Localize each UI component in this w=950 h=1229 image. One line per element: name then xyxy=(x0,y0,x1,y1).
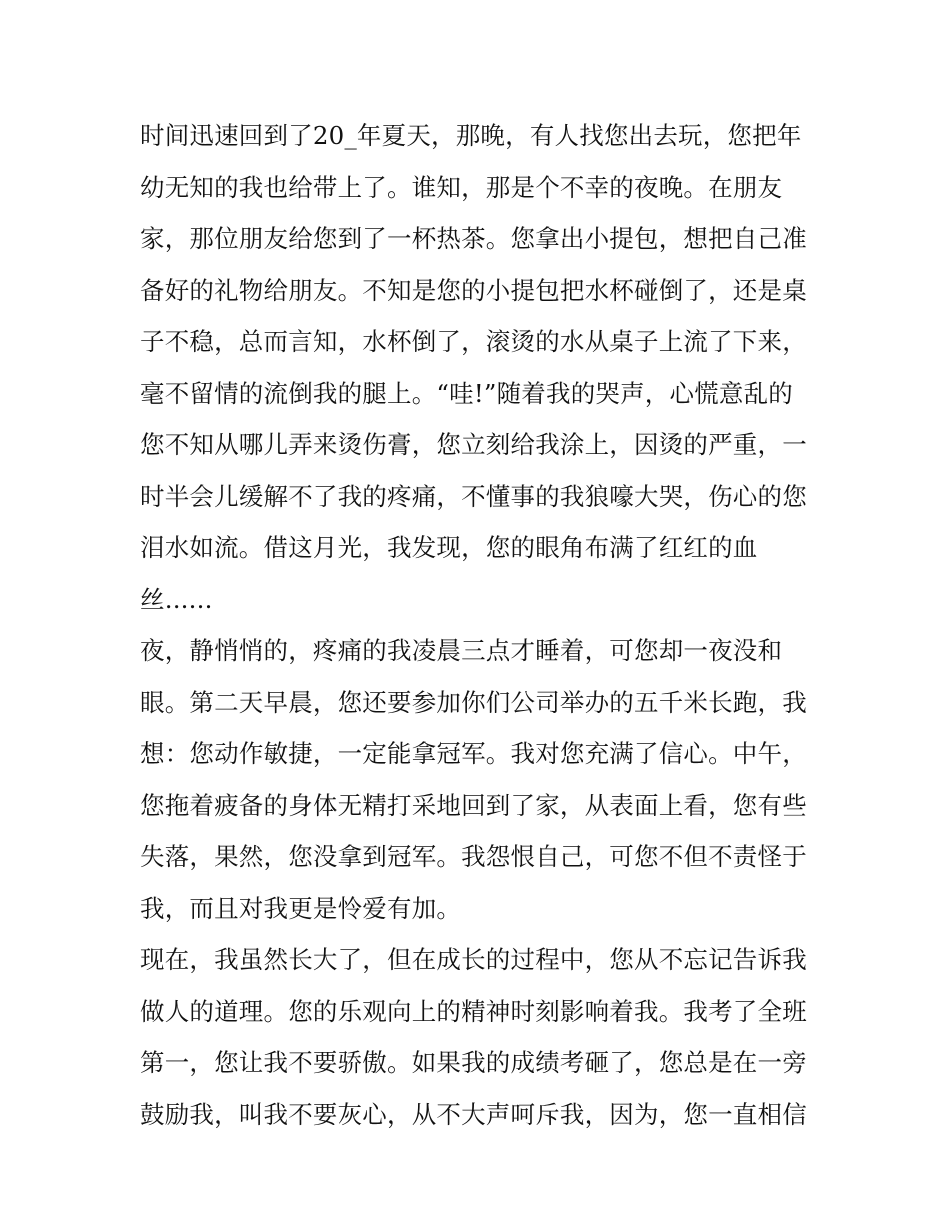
document-body-text xyxy=(140,110,820,1140)
text-line: 您拖着疲备的身体无精打采地回到了家，从表面上看，您有些 xyxy=(140,790,807,820)
text-line: 做人的道理。您的乐观向上的精神时刻影响着我。我考了全班 xyxy=(140,996,807,1026)
text-line: 时间迅速回到了20_年夏天，那晚，有人找您出去玩，您把年 xyxy=(140,121,802,150)
text-line: 您不知从哪儿弄来烫伤膏，您立刻给我涂上，因烫的严重，一 xyxy=(140,430,807,459)
text-line: 第一，您让我不要骄傲。如果我的成绩考砸了，您总是在一旁 xyxy=(140,1048,807,1077)
text-line: 鼓励我，叫我不要灰心，从不大声呵斥我，因为，您一直相信 xyxy=(140,1099,807,1129)
text-line: 现在，我虽然长大了，但在成长的过程中，您从不忘记告诉我 xyxy=(140,945,807,974)
text-line: 时半会儿缓解不了我的疼痛，不懂事的我狼嚎大哭，伤心的您 xyxy=(140,481,807,511)
text-line: 幼无知的我也给带上了。谁知，那是个不幸的夜晚。在朋友 xyxy=(140,172,783,202)
text-line: 我，而且对我更是怜爱有加。 xyxy=(140,893,462,923)
text-line: 备好的礼物给朋友。不知是您的小提包把水杯碰倒了，还是桌 xyxy=(140,275,807,305)
text-line: 家，那位朋友给您到了一杯热茶。您拿出小提包，想把自己准 xyxy=(140,224,807,253)
text-line: 毫不留情的流倒我的腿上。“哇!”随着我的哭声，心慌意乱的 xyxy=(140,378,793,408)
text-line: 丝...... xyxy=(140,584,213,614)
text-line: 眼。第二天早晨，您还要参加你们公司举办的五千米长跑，我 xyxy=(140,687,807,717)
text-line: 泪水如流。借这月光，我发现，您的眼角布满了红红的血 xyxy=(140,533,758,562)
text-line: 夜，静悄悄的，疼痛的我凌晨三点才睡着，可您却一夜没和 xyxy=(140,636,783,665)
text-line: 子不稳，总而言知，水杯倒了，滚烫的水从桌子上流了下来， xyxy=(140,327,807,356)
text-line: 失落，果然，您没拿到冠军。我怨恨自己，可您不但不责怪于 xyxy=(140,842,807,871)
text-line: 想：您动作敏捷，一定能拿冠军。我对您充满了信心。中午， xyxy=(140,739,807,768)
